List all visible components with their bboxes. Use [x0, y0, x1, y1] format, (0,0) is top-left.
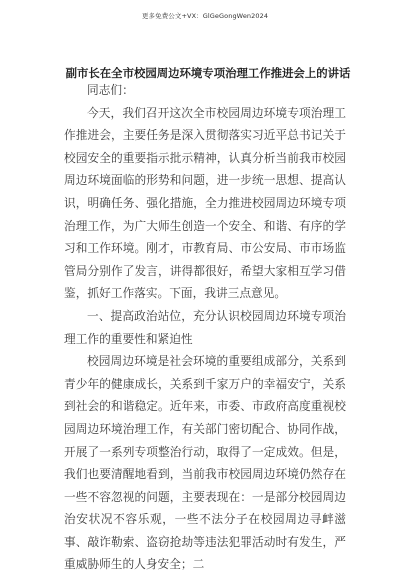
header-note: 更多免费公文+VX：GlGeGongWen2024	[141, 12, 269, 20]
document-title: 副市长在全市校园周边环境专项治理工作推进会上的讲话	[65, 66, 351, 80]
salutation: 同志们：	[87, 83, 134, 97]
paragraph-opening: 今天，我们召开这次全市校园周边环境专项治理工作推进会，主要任务是深入贯彻落实习近平总书记关于校园安全的重要指示批示精神，认真分析当前我市校园周边环境面临的形势和问题，进一步统一思想、提高认识，明确任务、强化措施，全力推进校园周边环境专项治理工作，为广大师生创造一个安全、和谐、有序的学习和工作环境。刚才，市教育局、市公安局、市市场监管局分别作了发言，讲得都很好，希望大家相互学习借鉴，抓好工作落实。下面，我讲三点意见。	[64, 105, 346, 301]
document-body	[64, 79, 346, 576]
section-heading-1: 一、提高政治站位，充分认识校园周边环境专项治理工作的重要性和紧迫性	[64, 308, 346, 346]
paragraph-body: 校园周边环境是社会环境的重要组成部分，关系到青少年的健康成长，关系到千家万户的幸福安宁，关系到社会的和谐稳定。近年来，市委、市政府高度重视校园周边环境治理工作，有关部门密切配合、协同作战，开展了一系列专项整治行动，取得了一定成效。但是，我们也要清醒地看到，当前我市校园周边环境仍然存在一些不容忽视的问题，主要表现在：一是部分校园周边治安状况不容乐观，一些不法分子在校园周边寻衅滋事、敲诈勒索、盗窃抢劫等违法犯罪活动时有发生，严重威胁师生的人身安全；二	[64, 354, 346, 572]
